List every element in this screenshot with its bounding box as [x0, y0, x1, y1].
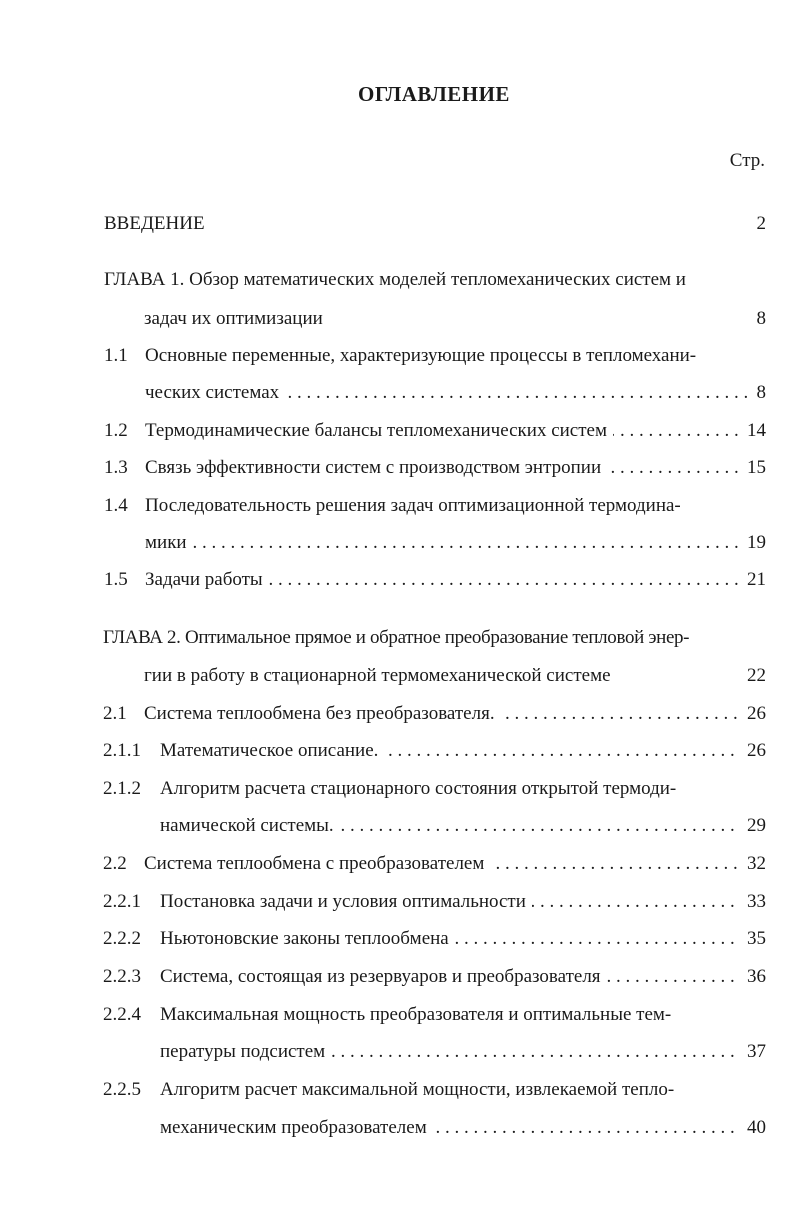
toc-entry-page: 26	[739, 702, 766, 726]
toc-entry-2-2-3[interactable]	[103, 965, 766, 989]
toc-entry-title: ВВЕДЕНИЕ	[104, 213, 205, 234]
toc-entry-page: 19	[739, 531, 766, 555]
toc-entry-page: 2	[749, 212, 767, 236]
toc-entry-page: 15	[739, 456, 766, 480]
toc-entry-title: ГЛАВА 1. Обзор математических моделей тепломеханических систем и	[104, 269, 686, 290]
toc-entry-1-4-line1[interactable]	[104, 494, 766, 518]
toc-entry-chapter-1-line1[interactable]	[104, 268, 766, 292]
toc-entry-title: Последовательность решения задач оптимизационной термодина-	[145, 495, 681, 516]
toc-entry-title: Термодинамические балансы тепломеханических систем	[145, 420, 613, 441]
toc-entry-number: 2.2.3	[103, 966, 141, 987]
toc-entry-2-1-2-line1[interactable]	[103, 777, 766, 801]
toc-entry-page: 37	[739, 1040, 766, 1064]
toc-entry-2-2-1[interactable]	[103, 890, 766, 914]
toc-entry-2-2-4-line1[interactable]	[103, 1003, 766, 1027]
toc-entry-number: 2.1	[103, 703, 127, 724]
toc-entry-2-2-2[interactable]	[103, 927, 766, 951]
page-title: ОГЛАВЛЕНИЕ	[358, 82, 510, 106]
toc-entry-title: Алгоритм расчет максимальной мощности, извлекаемой тепло-	[160, 1079, 675, 1100]
pages-column-label: Стр.	[729, 150, 765, 171]
toc-entry-page: 33	[739, 890, 766, 914]
toc-entry-title-cont: пературы подсистем	[160, 1041, 331, 1062]
toc-entry-title-cont: намической системы.	[160, 815, 340, 836]
toc-entry-number: 2.2.5	[103, 1079, 141, 1100]
toc-entry-number: 1.4	[104, 495, 128, 516]
toc-entry-page: 29	[739, 814, 766, 838]
toc-entry-number: 2.2	[103, 853, 127, 874]
toc-entry-page: 8	[749, 307, 767, 331]
toc-entry-1-5[interactable]	[104, 568, 766, 592]
toc-entry-number: 1.3	[104, 457, 128, 478]
toc-entry-2-2[interactable]	[103, 852, 766, 876]
toc-entry-2-1[interactable]	[103, 702, 766, 726]
toc-entry-page: 22	[739, 664, 766, 688]
toc-entry-title: Связь эффективности систем с производством энтропии	[145, 457, 607, 478]
toc-entry-1-4-line2[interactable]	[145, 531, 766, 555]
toc-entry-2-2-5-line2[interactable]	[160, 1116, 766, 1140]
toc-entry-2-2-4-line2[interactable]	[160, 1040, 766, 1064]
toc-entry-title: Алгоритм расчета стационарного состояния открытой термоди-	[160, 778, 677, 799]
toc-entry-2-2-5-line1[interactable]	[103, 1078, 766, 1102]
toc-entry-title: Максимальная мощность преобразователя и оптимальные тем-	[160, 1004, 672, 1025]
toc-entry-chapter-1-line2[interactable]	[144, 307, 766, 331]
toc-entry-2-1-2-line2[interactable]	[160, 814, 766, 838]
toc-entry-page: 35	[739, 927, 766, 951]
toc-entry-page: 21	[739, 568, 766, 592]
toc-entry-title-cont: ческих системах	[145, 382, 285, 403]
toc-entry-1-1-line1[interactable]	[104, 344, 766, 368]
toc-leader-dots	[145, 531, 766, 555]
toc-entry-title-cont: механическим преобразователем	[160, 1117, 433, 1138]
toc-entry-title: Система теплообмена без преобразователя.	[144, 703, 501, 724]
toc-entry-title: Постановка задачи и условия оптимальности	[160, 891, 532, 912]
toc-entry-title-cont: мики	[145, 532, 193, 553]
toc-entry-title: Система теплообмена с преобразователем	[144, 853, 490, 874]
toc-entry-chapter-2-line1[interactable]	[103, 626, 766, 650]
toc-entry-2-1-1[interactable]	[103, 739, 766, 763]
toc-entry-chapter-2-line2[interactable]	[144, 664, 766, 688]
toc-entry-1-3[interactable]	[104, 456, 766, 480]
toc-entry-introduction[interactable]	[104, 212, 766, 236]
toc-entry-title: Основные переменные, характеризующие процессы в тепломехани-	[145, 345, 697, 366]
toc-entry-title-cont: задач их оптимизации	[144, 308, 323, 329]
toc-entry-1-2[interactable]	[104, 419, 766, 443]
toc-entry-number: 2.2.4	[103, 1004, 141, 1025]
toc-entry-number: 1.2	[104, 420, 128, 441]
toc-entry-page: 8	[749, 381, 767, 405]
toc-entry-title: Система, состоящая из резервуаров и преобразователя	[160, 966, 607, 987]
toc-entry-1-1-line2[interactable]	[145, 381, 766, 405]
toc-entry-title: Ньютоновские законы теплообмена	[160, 928, 455, 949]
toc-entry-number: 2.1.2	[103, 778, 141, 799]
toc-entry-title: Математическое описание.	[160, 740, 384, 761]
toc-entry-page: 26	[739, 739, 766, 763]
toc-entry-page: 32	[739, 852, 766, 876]
toc-entry-number: 1.1	[104, 345, 128, 366]
toc-entry-page: 36	[739, 965, 766, 989]
toc-entry-title-cont: гии в работу в стационарной термомеханической системе	[144, 665, 611, 686]
toc-entry-page: 40	[739, 1116, 766, 1140]
toc-entry-title: Задачи работы	[145, 569, 269, 590]
toc-entry-title: ГЛАВА 2. Оптимальное прямое и обратное преобразование тепловой энер-	[103, 627, 690, 648]
toc-entry-page: 14	[739, 419, 766, 443]
toc-entry-number: 2.1.1	[103, 740, 141, 761]
toc-entry-number: 2.2.1	[103, 891, 141, 912]
toc-entry-number: 1.5	[104, 569, 128, 590]
toc-entry-number: 2.2.2	[103, 928, 141, 949]
